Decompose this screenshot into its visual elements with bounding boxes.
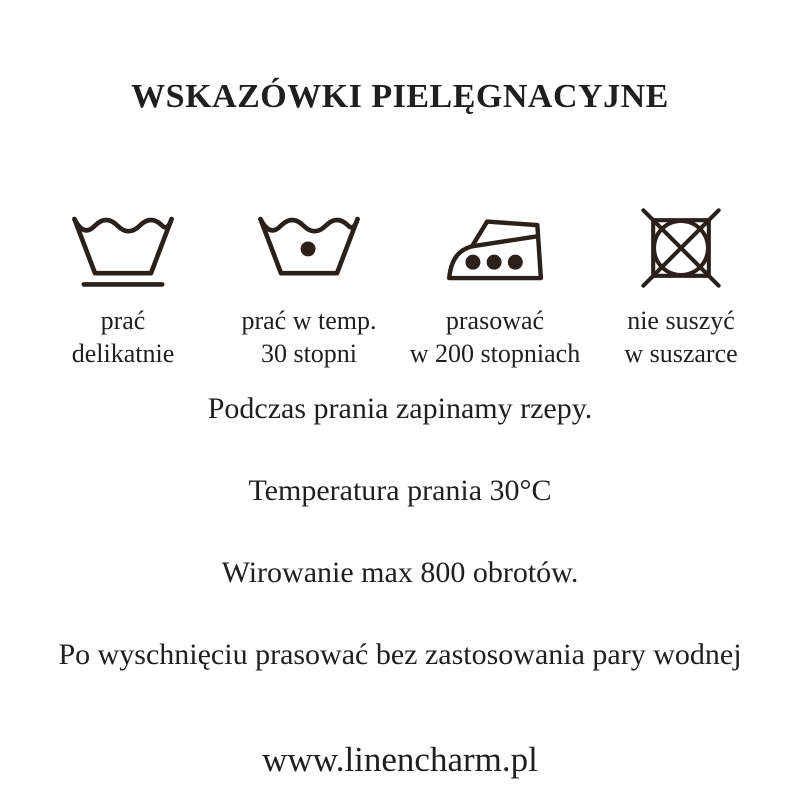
symbol-label-wash-delicate: [72, 304, 175, 370]
instruction-line-3: Wirowanie max 800 obrotów.: [221, 556, 579, 589]
symbol-label-line: prasować: [445, 306, 545, 335]
wash-basin-30-degrees-icon: [253, 202, 365, 294]
symbol-label-line: w 200 stopniach: [409, 339, 581, 368]
symbol-label-line: delikatnie: [71, 339, 175, 368]
care-symbol-wash-delicate: [30, 202, 216, 370]
symbol-label-line: 30 stopni: [260, 339, 358, 368]
symbol-label-line: prać w temp.: [241, 306, 377, 335]
wash-basin-delicate-icon: [67, 202, 179, 294]
instruction-line-2: Temperatura prania 30°C: [248, 474, 552, 507]
care-symbols-row: [0, 202, 800, 370]
page-title: WSKAZÓWKI PIELĘGNACYJNE: [131, 78, 669, 115]
care-symbol-iron-200: [402, 202, 588, 370]
instruction-line-1: Podczas prania zapinamy rzepy.: [207, 392, 593, 425]
website-url: www.linencharm.pl: [262, 740, 538, 779]
symbol-label-line: w suszarce: [624, 339, 738, 368]
no-tumble-dry-icon: [636, 202, 726, 294]
instructions-block: [0, 392, 800, 672]
care-symbol-no-tumble-dry: [588, 202, 774, 370]
symbol-label-wash-30: [241, 304, 376, 370]
care-symbol-wash-30: [216, 202, 402, 370]
symbol-label-iron-200: [410, 304, 580, 370]
symbol-label-line: prać: [100, 306, 146, 335]
symbol-label-no-tumble-dry: [624, 304, 737, 370]
iron-three-dots-icon: [442, 202, 548, 294]
symbol-label-line: nie suszyć: [627, 306, 735, 335]
instruction-line-4: Po wyschnięciu prasować bez zastosowania pary wodnej: [58, 638, 742, 671]
